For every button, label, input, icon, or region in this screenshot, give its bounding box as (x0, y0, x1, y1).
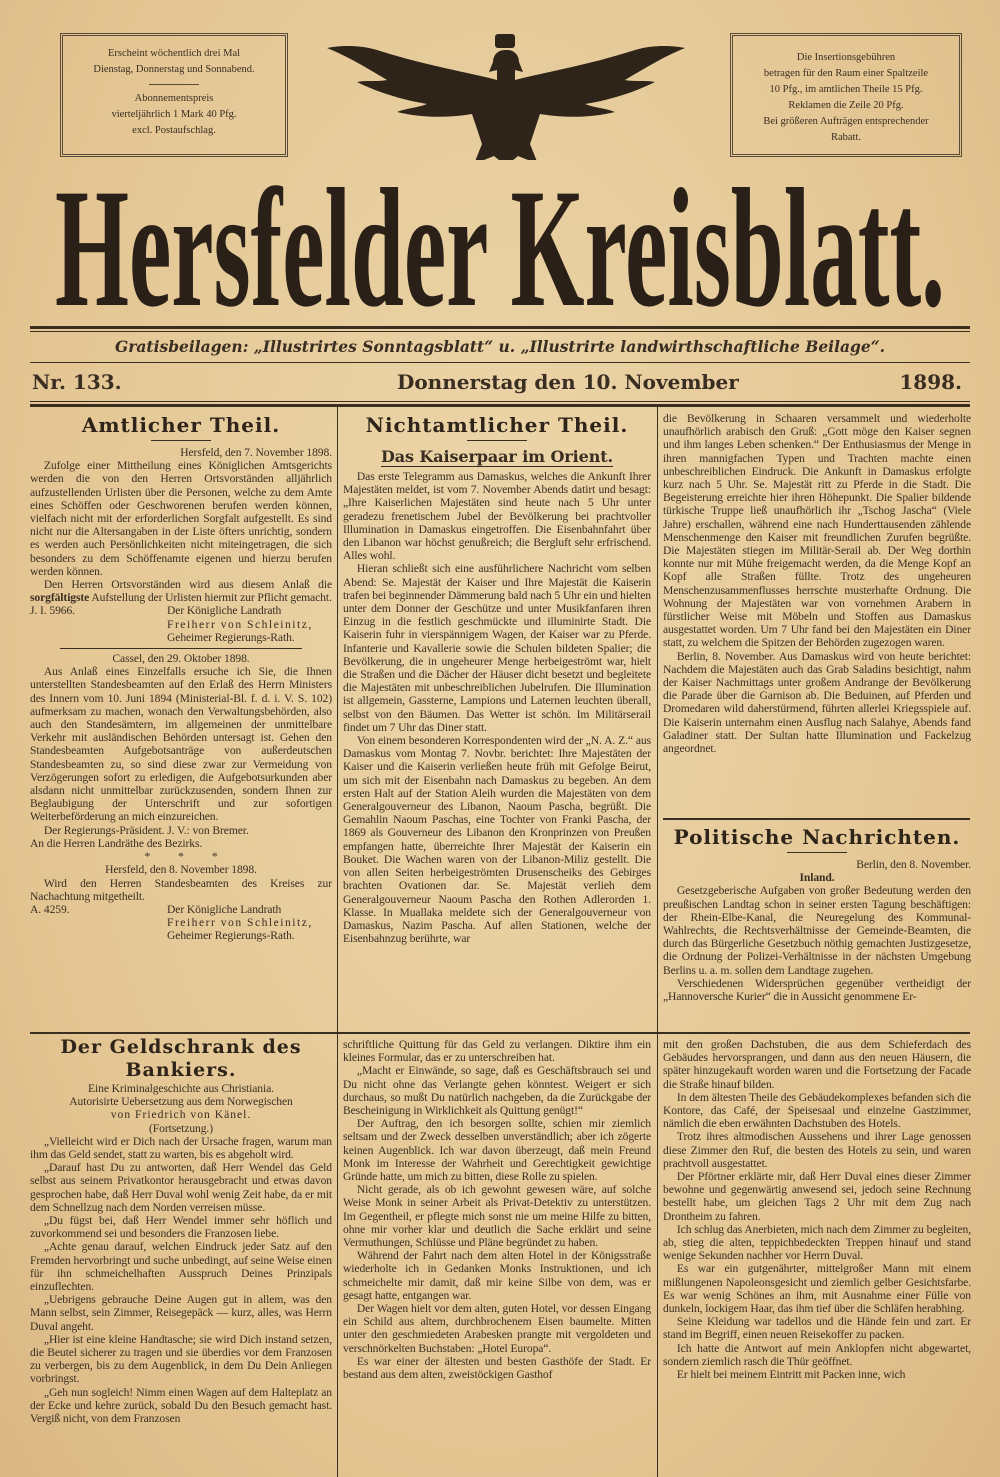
divider (663, 818, 970, 820)
eagle-emblem-icon (325, 30, 685, 160)
text: Aufstellung der Urlisten hiermit zur Pflicht gemacht. (91, 591, 332, 605)
paragraph: In dem ältesten Theile des Gebäudekomplexes befanden sich die Kontore, das Café, der Speisesaal und einzelne Gastzimmer, nämlich die eben erwähnten Dachstuben des Hotels. (663, 1090, 971, 1131)
info-line: Die Insertionsgebühren (796, 52, 896, 63)
paragraph: Aus Anlaß eines Einzelfalls ersuche ich Sie, die Ihnen unterstellten Standesbeamten auf den Erlaß des Herrn Ministers des Innern vom 10. Juni 1894 (Ministerial-Bl. f. d. i. V. S. 102) aufmerksam zu machen, wonach den Verwaltungsbehörden, also auch den Standesämtern, im allgemeinen der unmittelbare Verkehr mit ausländischen Behörden untersagt ist. Gehen den Standesbeamten Aufgebotsanträge von außerdeutschen Standesbeamten zu, so sind diese zwar zur Vermeidung von Verzögerungen sofort zu erledigen, die Aufgebotsurkunden aber alsdann nicht unmittelbar zurückzusenden, sondern Ihnen zur Beglaubigung der Unterschrift und zur sofortigen Weiterbeförderung an mich einzureichen. (30, 665, 332, 824)
signature (167, 903, 332, 943)
text: Den Herren Ortsvorständen wird aus diesem Anlaß die (43, 578, 332, 592)
issue-year: 1898. (899, 370, 962, 394)
paragraph: Während der Fahrt nach dem alten Hotel in der Königsstraße wiederholte ich in Gedanken Monks Instruktionen, und ich schmeichelte mir damit, daß mir keine Silbe von dem, was er gesagt hatte, entgangen war. (343, 1249, 651, 1302)
separator-stars: * * * (144, 850, 218, 864)
paragraph: schriftliche Quittung für das Geld zu verlangen. Diktire ihm ein kleines Formular, das er zu unterschreiben hat. (343, 1038, 651, 1065)
story-author: von Friedrich von Känel. (110, 1108, 252, 1122)
divider (30, 326, 970, 329)
story-subtitle: Eine Kriminalgeschichte aus Christiania. (88, 1082, 274, 1095)
paragraph: „Achte genau darauf, welchen Eindruck jeder Satz auf den Fremden hervorbringt und suche unbedingt, auf seine Weise einen für ihn schmeichelhaften Ausspruch Deines Prinzipals einzuflechten. (30, 1240, 332, 1294)
paragraph: „Darauf hast Du zu antworten, daß Herr Wendel das Geld selbst aus seinem Privatkontor herausgebracht und etwas davon gesprochen habe, daß Herr Duval wohl wenig Zeit habe, da er mit dem Schnellzug nach dem Norden verreisen müsse. (30, 1161, 332, 1214)
paragraph: mit den großen Dachstuben, die aus dem Schieferdach des Gebäudes hervorsprangen, und dann aus den neuen Häusern, die später hinzugekauft worden waren und die Fortsetzung der Facade die Straße hinauf bilden. (663, 1038, 971, 1091)
paragraph: Berlin, 8. November. Aus Damaskus wird von heute berichtet: Nachdem die Majestäten auch das Grab Saladins besichtigt, nahm der Kaiser Nachmittags unter großem Andrange der Bevölkerung die Parade über die Garnison ab. Die Beduinen, auf Pferden und Dromedaren wild daherstürmend, führten allerlei Kriegsspiele auf. Die Kaiserin unternahm einen Ausflug nach Salahye, Abends fand Galadiner statt. Der Sultan hatte Illumination und Fackelzug angeordnet. (663, 649, 971, 756)
issue-date: Donnerstag den 10. November (397, 370, 739, 394)
official-section (30, 412, 332, 943)
subscription-info-box (60, 33, 288, 157)
paragraph: Ich schlug das Anerbieten, mich nach dem Zimmer zu begleiten, ab, stieg die alten, teppichbedeckten Treppen hinauf und stand wenige Sekunden nachher vor Herrn Duval. (663, 1222, 971, 1263)
dateline: Hersfeld, den 7. November 1898. (180, 446, 332, 459)
political-news-section (663, 824, 971, 1003)
supplements-line: Gratisbeilagen: „Illustrirtes Sonntagsblatt“ u. „Illustrirte landwirthschaftliche Beilage“. (114, 337, 886, 356)
column-rule (657, 1034, 658, 1477)
info-line: betragen für den Raum einer Spaltzeile (763, 68, 929, 79)
divider (30, 404, 970, 407)
paragraph: Zufolge einer Mittheilung eines Königlichen Amtsgerichts werden die von den Herren Ortsvorständen alljährlich aufzustellenden Urlisten über die Personen, welche zu dem Amte eines Schöffen oder Geschworenen berufen werden können, vielfach nicht mit der erforderlichen Sorgfalt aufgestellt. Es sind nicht nur die Altersangaben in der Liste öfters unrichtig, sondern es werden auch Persönlichkeiten nicht miteingetragen, die sich besonders zu dem Schöffenamte eigenen und hierzu berufen werden können. (30, 459, 332, 578)
paragraph: Das erste Telegramm aus Damaskus, welches die Ankunft Ihrer Majestäten meldet, ist vom 7. November Abends datirt und besagt: „Ihre Kaiserlichen Majestäten sind heute nach 5 Uhr unter geradezu frenetischem Jubel der Bevölkerung bei prachtvoller Illumination in Damaskus eingetroffen. Die Eisenbahnfahrt über den Libanon war höchst genußreich; die Bergluft sehr erfrischend. Alles wohl. (343, 470, 651, 563)
paragraph: „Du fügst bei, daß Herr Wendel immer sehr höflich und zuvorkommend sei und besonders die Franzosen liebe. (30, 1214, 332, 1241)
feuilleton-column-1 (30, 1036, 332, 1425)
feuilleton-column-2 (343, 1038, 651, 1381)
advertising-rates-box (730, 33, 962, 157)
paragraph: „Hier ist eine kleine Handtasche; sie wird Dich instand setzen, die Beutel sicherer zu tragen und sie überdies vor dem Franzosen zu verbergen, bis zu dem Augenblick, in dem Du Dein Anliegen vorbringst. (30, 1332, 332, 1386)
paragraph: Der Regierungs-Präsident. J. V.: von Bremer. (43, 823, 249, 837)
signature-line: Der Königliche Landrath (167, 604, 282, 618)
paragraph: die Bevölkerung in Schaaren versammelt und wiederholte unaufhörlich arabisch den Gruß: „Gott möge den Kaiser segnen und ihm langes Leben schenken.“ Der Enthusiasmus der Menge in ihren mannigfachen Typen und Trachten machte einen unbeschreiblichen Eindruck. Die Ankunft in Damaskus erfolgte kurz nach 5 Uhr. Se. Majestät ritt zu Pferde in die Stadt. Die Begeisterung erreichte hier ihren Höhepunkt. Die Spalier bildende türkische Truppe ließ unaufhörlich ihr „Tschog Jascha“ (Viele Jahre) erschallen, während eine nach Hunderttausenden zählende Menschenmenge den Kaiser mit freundlichen Zurufen begrüßte. Die Majestäten stiegen im Militär-Serail ab. Der Weg dorthin konnte nur mit Mühe freigemacht werden, da die Menge Kopf an Kopf alle Straßen füllte. Trotz des ungeheuren Menschenzusammenflusses herrschte musterhafte Ordnung. Die Wohnung der Majestäten war von vornehmen Arabern in fürstlicher Weise mit Möbeln und Stoffen aus Damaskus ausgestattet worden. Um 7 Uhr fand bei den Majestäten ein Diner statt, zu welchem die Spitzen der Behörden zugezogen waren. (663, 412, 971, 650)
story-subtitle: Autorisirte Uebersetzung aus dem Norwegischen (69, 1095, 293, 1109)
signature (167, 604, 332, 644)
info-line: vierteljährlich 1 Mark 40 Pfg. (111, 109, 237, 120)
paragraph: Trotz ihres altmodischen Aussehens und ihrer Lage genossen diese Zimmer den Ruf, die besten des Hotels zu sein, und waren prachtvoll ausgestattet. (663, 1130, 971, 1170)
paragraph: „Vielleicht wird er Dich nach der Ursache fragen, warum man ihm das Geld sendet, statt zu warten, bis es abgeholt wird. (30, 1134, 332, 1162)
paragraph: „Macht er Einwände, so sage, daß es Geschäftsbrauch sei und Du nicht ohne das Verlangte gehen könntest. Weigert er sich durchaus, so mußt Du natürlich nachgeben, da die Zurückgabe der Bescheinigung in Wirklichkeit als Quittung genügt!“ (343, 1064, 651, 1118)
issue-line (32, 366, 962, 398)
divider (30, 401, 970, 402)
emphasis: sorgfältigste (30, 591, 90, 605)
issue-number: Nr. 133. (32, 370, 122, 394)
info-line: Dienstag, Donnerstag und Sonnabend. (93, 64, 255, 75)
paragraph: Verschiedenen Widersprüchen gegenüber vertheidigt der „Hannoversche Kurier“ die in Aussicht genommene Er- (663, 976, 971, 1004)
info-line: Bei größeren Aufträgen entsprechender (763, 116, 929, 127)
article-heading: Das Kaiserpaar im Orient. (380, 447, 613, 466)
unofficial-section (343, 412, 651, 945)
paragraph: „Geh nun sogleich! Nimm einen Wagen auf dem Halteplatz an der Ecke und kehre zurück, sobald Du den Besuch gemacht hast. Vergiß nicht, von dem Franzosen (30, 1385, 332, 1426)
unofficial-section-continued (663, 412, 971, 755)
divider (151, 440, 211, 441)
signature-line: Freiherr von Schleinitz, (167, 617, 313, 631)
signature-line: Freiherr von Schleinitz, (167, 916, 313, 930)
paragraph: Der Pförtner erklärte mir, daß Herr Duval eines dieser Zimmer bewohne und gegenwärtig anwesend sei, jedoch seine Rechnung bestellt habe, um gleichen Tags 2 Uhr mit dem Zug nach Drontheim zu fahren. (663, 1170, 971, 1223)
dateline: Berlin, den 8. November. (856, 858, 971, 871)
subsection-heading: Inland. (799, 871, 835, 885)
paragraph: Von einem besonderen Korrespondenten wird der „N. A. Z.“ aus Damaskus vom Montag 7. Novbr. berichtet: Ihre Majestäten der Kaiser und die Kaiserin verließen heute früh mit Gefolge Beirut, um sich mit der Eisenbahn nach Damaskus zu begeben. An dem ersten Halt auf der Station Aleih wurden die Majestäten von dem Generalgouverneur des Libanon, Naoum Pascha, begrüßt. Die Gemahlin Naoum Paschas, eine Tochter von Franki Pascha, der 1869 als Gouverneur des Libanon den Kronprinzen von Preußen empfangen hatte, überreichte Ihrer Majestät der Kaiserin ein Bouket. Die Wachen waren von der Libanon-Miliz gestellt. Die von allen Seiten herbeigeströmten Drusenscheiks des Gebirges brachten Ovationen dar. Se. Majestät verlieh dem Generalgouverneur Naoum Pascha den Rothen Adlerorden 1. Klasse. In Muallaka meldete sich der Generalgouverneur von Damaskus, Nazim Pascha. Auf allen Stationen, welche der Eisenbahnzug berührte, war (343, 734, 651, 946)
divider (787, 852, 847, 853)
info-line: excl. Postaufschlag. (132, 125, 216, 136)
paragraph: Gesetzgeberische Aufgaben von großer Bedeutung werden den preußischen Landtag schon in seiner ersten Tagung beschäftigen: der Rhein-Elbe-Kanal, die Neuregelung des Kommunal-Wahlrechts, die Rechtsverhältnisse der Gemeinde-Beamten, die durch das Bürgerliche Gesetzbuch nöthig gemachten Justizgesetze, die Ordnung der Polizei-Verhältnisse in der nächsten Umgebung Berlins u. a. m. sollen dem Landtage zugehen. (663, 884, 971, 977)
title-text: Hersfelder Kreisblatt. (55, 160, 945, 325)
signature-block (30, 903, 332, 943)
divider (30, 331, 970, 332)
newspaper-title (55, 160, 950, 325)
feuilleton-column-3 (663, 1038, 971, 1381)
story-continuation: (Fortsetzung.) (149, 1121, 213, 1135)
paragraph: Nicht gerade, als ob ich gewohnt gewesen wäre, auf solche Weise Monk in seiner Arbeit als Privat-Detektiv zu unterstützen. Im Gegentheil, er pflegte mich sonst nie um meine Hilfe zu bitten, ohne mir vorher klar und deutlich die Sache erklärt und seine Vermuthungen, Schlüsse und Pläne begründet zu haben. (343, 1183, 651, 1250)
divider (467, 440, 527, 441)
info-line: Reklamen die Zeile 20 Pfg. (788, 100, 904, 111)
column-rule (657, 407, 658, 1032)
divider (60, 648, 302, 649)
signature-line: Geheimer Regierungs-Rath. (167, 929, 295, 943)
paragraph: „Uebrigens gebrauche Deine Augen gut in allem, was den Mann selbst, sein Zimmer, Reisegepäck — kurz, alles, was Herrn Duval angeht. (30, 1293, 332, 1333)
paragraph: Ich hatte die Antwort auf mein Anklopfen nicht abgewartet, sondern ziemlich rasch die Thür geöffnet. (663, 1341, 971, 1368)
story-title: Der Geldschrank des Bankiers. (60, 1036, 302, 1081)
signature-line: Geheimer Regierungs-Rath. (167, 630, 295, 644)
divider (30, 1032, 970, 1034)
info-line: Rabatt. (830, 132, 862, 143)
paragraph: Seine Kleidung war tadellos und die Hände fein und zart. Er stand im Begriff, einen neuen Reisekoffer zu packen. (663, 1315, 971, 1342)
dateline: Hersfeld, den 8. November 1898. (105, 863, 257, 877)
dateline: Cassel, den 29. Oktober 1898. (112, 652, 250, 666)
paragraph: Der Wagen hielt vor dem alten, guten Hotel, vor dessen Eingang ein Schild aus altem, durchbrochenem Eisen baumelte. Mitten unter den geschmiedeten Arabesken prangte mit vergoldeten und verschnörkelten Buchstaben: „Hotel Europa“. (343, 1302, 651, 1355)
column-rule (337, 407, 338, 1032)
reference-number: A. 4259. (30, 902, 70, 916)
section-heading: Amtlicher Theil. (81, 413, 281, 437)
column-rule (337, 1034, 338, 1477)
signature-block (30, 604, 332, 644)
section-heading: Nichtamtlicher Theil. (365, 413, 629, 437)
divider (149, 84, 199, 85)
paragraph: Er hielt bei meinem Eintritt mit Packen inne, wich (676, 1368, 906, 1382)
divider (30, 362, 970, 363)
signature-line: Der Königliche Landrath (167, 902, 282, 916)
info-line: 10 Pfg., im amtlichen Theile 15 Pfg. (769, 84, 923, 95)
reference-number: J. I. 5966. (30, 604, 75, 618)
info-line: Abonnementspreis (134, 93, 214, 104)
paragraph: Der Auftrag, den ich besorgen sollte, schien mir ziemlich seltsam und der Zweck desselben unverständlich; aber ich zögerte keinen Augenblick. Ich war davon überzeugt, daß mein Freund Monk im Interesse der Wahrheit und Gerechtigkeit gewichtige Gründe hatte, um mich zu bitten, diese Rolle zu spielen. (343, 1117, 651, 1184)
info-line: Erscheint wöchentlich drei Mal (107, 48, 241, 59)
paragraph: Hieran schließt sich eine ausführlichere Nachricht vom selben Abend: Se. Majestät der Kaiser und Ihre Majestät die Kaiserin trafen bei beginnender Dämmerung bald nach 5 Uhr ein und hielten unter dem Donner der Geschütze und unter Musikfanfaren ihren Einzug in die festlich geschmückte und illuminirte Stadt. Die Kaiserin fuhr in vierspännigem Wagen, der Kaiser war zu Pferde. Infanterie und Kavallerie sowie die Schulen bildeten Spalier; die Bevölkerung, die in ungeheurer Menge herbeigeströmt war, hielt die Straßen und die Dächer der Häuser dicht besetzt und begleitete die Majestäten mit unbeschreiblichen Jubelrufen. Die Illumination ist allgemein, Gassterne, Lampions und Laternen leuchten überall, selbst von den Bäumen. Das Wetter ist schön. Im Militärserail findet um 7 Uhr das Diner statt. (343, 562, 651, 734)
paragraph: Wird den Herren Standesbeamten des Kreises zur Nachachtung mitgetheilt. (30, 876, 332, 903)
paragraph: Es war ein gutgenährter, mittelgroßer Mann mit einem mißlungenen Napoleonsgesicht und ziemlich gelber Gesichtsfarbe. Es war wenig Schönes an ihm, mit Ausnahme einer Fülle von dunkeln, lockigem Haar, das ihm tief über die Schläfen herabhing. (663, 1262, 971, 1316)
paragraph: An die Herren Landräthe des Bezirks. (30, 836, 203, 850)
section-heading: Politische Nachrichten. (673, 825, 961, 849)
paragraph: Es war einer der ältesten und besten Gasthöfe der Stadt. Er bestand aus dem alten, zweistöckigen Gasthof (343, 1354, 651, 1382)
paragraph (30, 578, 332, 604)
